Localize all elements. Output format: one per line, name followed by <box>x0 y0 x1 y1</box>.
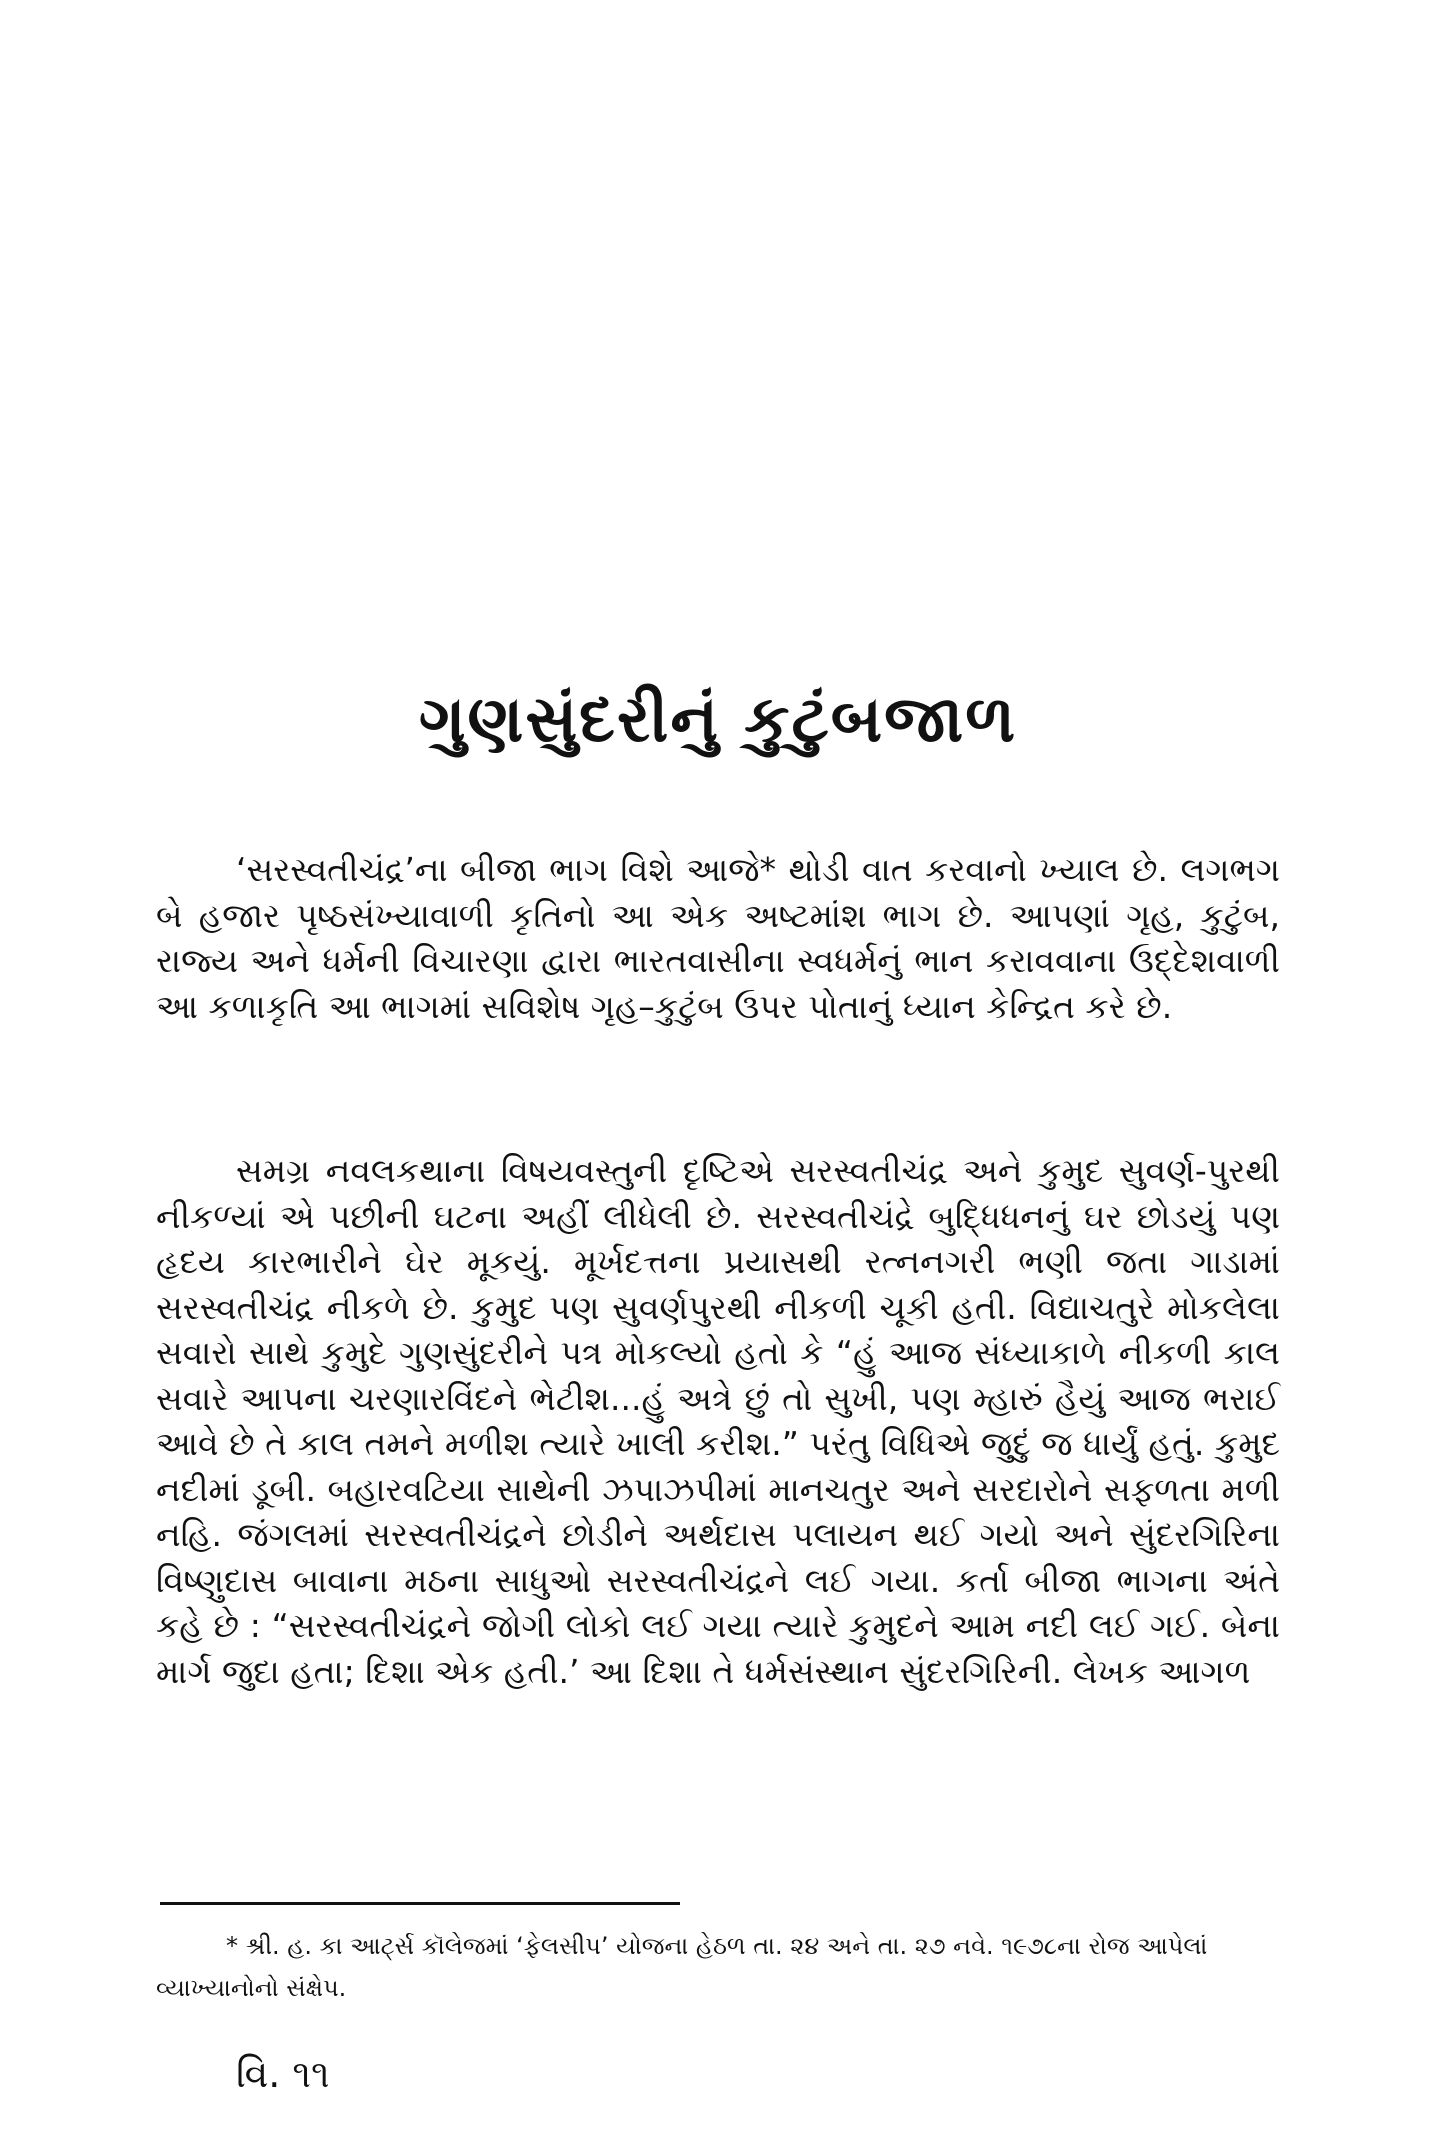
paragraph-text: ‘સરસ્વતીચંદ્ર’ના બીજા ભાગ વિશે આજે* થોડી વાત કરવાનો ખ્યાલ છે. લગભગ બે હજાર પૃષ્ઠસંખ્યાવાળી કૃતિનો આ એક અષ્ટમાંશ ભાગ છે. આપણાં ગૃહ, કુટુંબ, રાજ્ય અને ધર્મની વિચારણા દ્વારા ભારતવાસીના સ્વધર્મનું ભાન કરાવવાના ઉદ્દેશવાળી આ કળાકૃતિ આ ભાગમાં સવિશેષ ગૃહ–કુટુંબ ઉપર પોતાનું ધ્યાન કેન્દ્રિત કરે છે. <box>156 850 1280 1026</box>
page-signature: વિ. ૧૧ <box>236 2052 330 2096</box>
footnote <box>156 1925 1280 2009</box>
paragraph-text: સમગ્ર નવલકથાના વિષયવસ્તુની દૃષ્ટિએ સરસ્વતીચંદ્ર અને કુમુદ સુવર્ણ-પુરથી નીકળ્યાં એ પછીની ઘટના અહીં લીધેલી છે. સરસ્વતીચંદ્રે બુદ્ધિધનનું ઘર છોડયું પણ હૃદય કારભારીને ઘેર મૂકયું. મૂર્ખદત્તના પ્રયાસથી રત્નનગરી ભણી જતા ગાડામાં સરસ્વતીચંદ્ર નીકળે છે. કુમુદ પણ સુવર્ણપુરથી નીકળી ચૂકી હતી. વિદ્યાચતુરે મોકલેલા સવારો સાથે કુમુદે ગુણસુંદરીને પત્ર મોકલ્યો હતો કે “હું આજ સંધ્યાકાળે નીકળી કાલ સવારે આપના ચરણારવિંદને ભેટીશ...હું અત્રે છું તો સુખી, પણ મ્હારું હૈયું આજ ભરાઈ આવે છે તે કાલ તમને મળીશ ત્યારે ખાલી કરીશ.” પરંતુ વિધિએ જુદું જ ધાર્યું હતું. કુમુદ નદીમાં ડૂબી. બહારવટિયા સાથેની ઝપાઝપીમાં માનચતુર અને સરદારોને સફળતા મળી નહિ. જંગલમાં સરસ્વતીચંદ્રને છોડીને અર્થદાસ પલાયન થઈ ગયો અને સુંદરગિરિના વિષ્ણુદાસ બાવાના મઠના સાધુઓ સરસ્વતીચંદ્રને લઈ ગયા. કર્તા બીજા ભાગના અંતે કહે છે : “સરસ્વતીચંદ્રને જોગી લોકો લઈ ગયા ત્યારે કુમુદને આમ નદી લઈ ગઈ. બેના માર્ગ જુદા હતા; દિશા એક હતી.’ આ દિશા તે ધર્મસંસ્થાન સુંદરગિરિની. લેખક આગળ <box>156 1151 1280 1691</box>
footnote-text: * શ્રી. હ. કા આર્ટ્સ કૉલેજમાં ‘ફેલસીપ’ યોજના હેઠળ તા. ૨૪ અને તા. ૨૭ નવે. ૧૯૭૮ના રોજ આપેલાં વ્યાખ્યાનોનો સંક્ષેપ. <box>156 1932 1208 2002</box>
body-paragraph-1 <box>156 847 1280 1029</box>
footnote-divider <box>160 1902 680 1905</box>
chapter-title: ગુણસુંદરીનું કુટુંબજાળ <box>418 682 1018 757</box>
body-paragraph-2 <box>156 1148 1280 1694</box>
